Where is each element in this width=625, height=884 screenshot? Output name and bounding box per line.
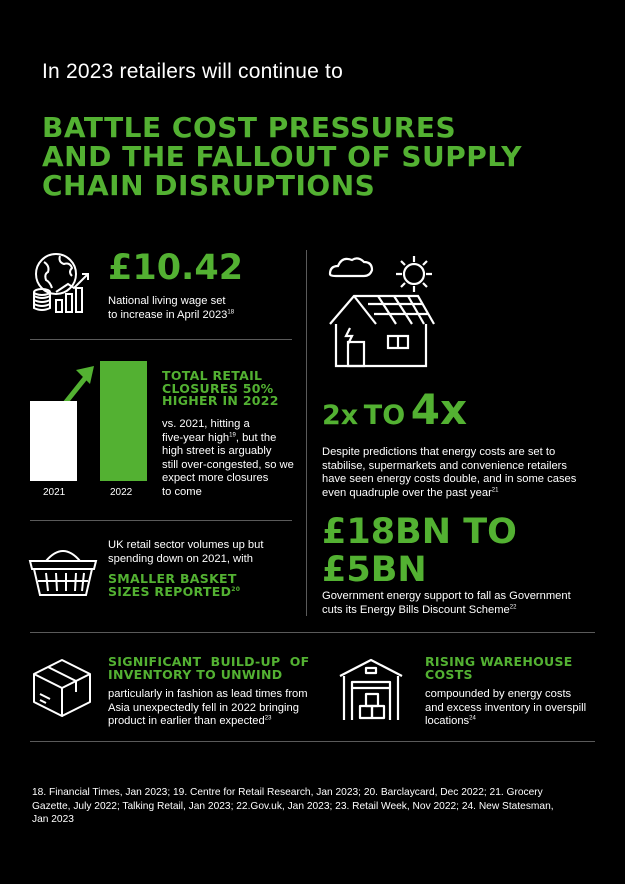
closures-body (162, 418, 302, 499)
intro-text: In 2023 retailers will continue to (42, 60, 343, 83)
basket-title (108, 573, 240, 598)
divider (30, 632, 595, 633)
footnote-line: 18. Financial Times, Jan 2023; 19. Centre for Retail Research, Jan 2023; 20. Barclaycard, Dec 2022; 21. Grocery (32, 787, 543, 798)
shopping-basket-icon (28, 543, 98, 597)
energy-text-line: stabilise, supermarkets and convenience retailers (322, 459, 568, 472)
divider (30, 339, 292, 340)
closures-title (162, 370, 279, 408)
warehouse-text (425, 688, 586, 729)
support-value-line: £5BN (322, 550, 427, 590)
footnotes (32, 786, 592, 827)
energy-text-line: have seen energy costs double, and in some cases (322, 473, 577, 485)
headline-line: AND THE FALLOUT OF SUPPLY (42, 140, 523, 173)
package-box-icon (30, 656, 94, 720)
basket-text (108, 539, 263, 566)
inventory-title-line: SIGNIFICANT BUILD-UP OF (108, 654, 310, 669)
divider (30, 520, 292, 521)
inventory-text-line: particularly in fashion as lead times from (108, 688, 308, 700)
basket-title-line: SMALLER BASKET (108, 571, 237, 586)
warehouse-ref: 24 (469, 715, 476, 722)
basket-text-line: UK retail sector volumes up but (108, 539, 264, 551)
closures-body-line: vs. 2021, hitting a (162, 418, 250, 430)
energy-text-line: even quadruple over the past year (322, 486, 492, 499)
headline-line: BATTLE COST PRESSURES (42, 111, 457, 144)
closures-title-line: HIGHER IN 2022 (162, 393, 279, 408)
energy-value (322, 385, 467, 434)
inventory-text (108, 688, 308, 729)
inventory-ref: 23 (264, 715, 272, 722)
energy-value-to: TO (363, 400, 406, 431)
inventory-text-line: Asia unexpectedly fell in 2022 bringing (108, 701, 299, 714)
support-value-line: £18BN TO (322, 512, 517, 552)
closures-body-line: high street is arguably (162, 445, 272, 457)
bar-2021 (30, 401, 77, 481)
warehouse-text-line: compounded by energy costs (425, 688, 572, 700)
energy-text-line: Despite predictions that energy costs are set to (322, 446, 556, 458)
wage-text (108, 295, 234, 322)
solar-house-icon (322, 252, 438, 370)
headline (42, 113, 602, 200)
footnote-line: Jan 2023 (32, 814, 74, 825)
closures-ref: 19 (229, 431, 236, 438)
support-value (322, 513, 517, 589)
divider (30, 741, 595, 742)
bar-2022 (100, 361, 147, 481)
support-text-line: cuts its Energy Bills Discount Scheme (322, 603, 510, 616)
wage-value: £10.42 (108, 248, 244, 288)
closures-body-line: still over-congested, so we (162, 458, 294, 471)
headline-line: CHAIN DISRUPTIONS (42, 169, 376, 202)
energy-text (322, 446, 602, 500)
footnote-line: Gazette, July 2022; Talking Retail, Jan 2023; 22.Gov.uk, Jan 2023; 23. Retail Week, Nov 2022; 24. New Statesman, (32, 800, 554, 812)
closures-title-line: TOTAL RETAIL (162, 368, 263, 383)
warehouse-text-line: locations (425, 715, 470, 727)
energy-value-min: 2x (322, 400, 359, 431)
warehouse-text-line: and excess inventory in overspill (425, 701, 587, 714)
inventory-text-line: product in earlier than expected (108, 715, 265, 727)
basket-title-line: SIZES REPORTED (108, 583, 232, 599)
tick-label-2022: 2022 (110, 487, 133, 498)
warehouse-title-line: RISING WAREHOUSE (425, 654, 573, 669)
warehouse-icon (338, 656, 404, 722)
closures-body-line: , but the (235, 431, 277, 444)
closures-body-line: to come (162, 485, 202, 498)
wage-ref: 18 (227, 308, 235, 315)
support-ref: 22 (509, 603, 517, 610)
support-text (322, 590, 602, 617)
wage-text-line: National living wage set (108, 295, 226, 307)
support-text-line: Government energy support to fall as Government (322, 590, 571, 602)
column-divider (306, 250, 307, 616)
wage-text-line: to increase in April 2023 (108, 308, 228, 321)
inventory-title (108, 656, 310, 681)
closures-body-line: five-year high (162, 431, 230, 444)
closures-title-line: CLOSURES 50% (162, 380, 274, 396)
warehouse-title-line: COSTS (425, 666, 473, 682)
energy-value-max: 4x (410, 385, 468, 434)
closures-body-line: expect more closures (162, 472, 269, 484)
globe-money-chart-icon (30, 252, 96, 318)
energy-ref: 21 (491, 486, 499, 493)
tick-label-2021: 2021 (43, 487, 66, 498)
inventory-title-line: INVENTORY TO UNWIND (108, 666, 283, 682)
basket-text-line: spending down on 2021, with (108, 552, 253, 565)
warehouse-title (425, 656, 573, 681)
basket-ref: 20 (231, 585, 241, 593)
